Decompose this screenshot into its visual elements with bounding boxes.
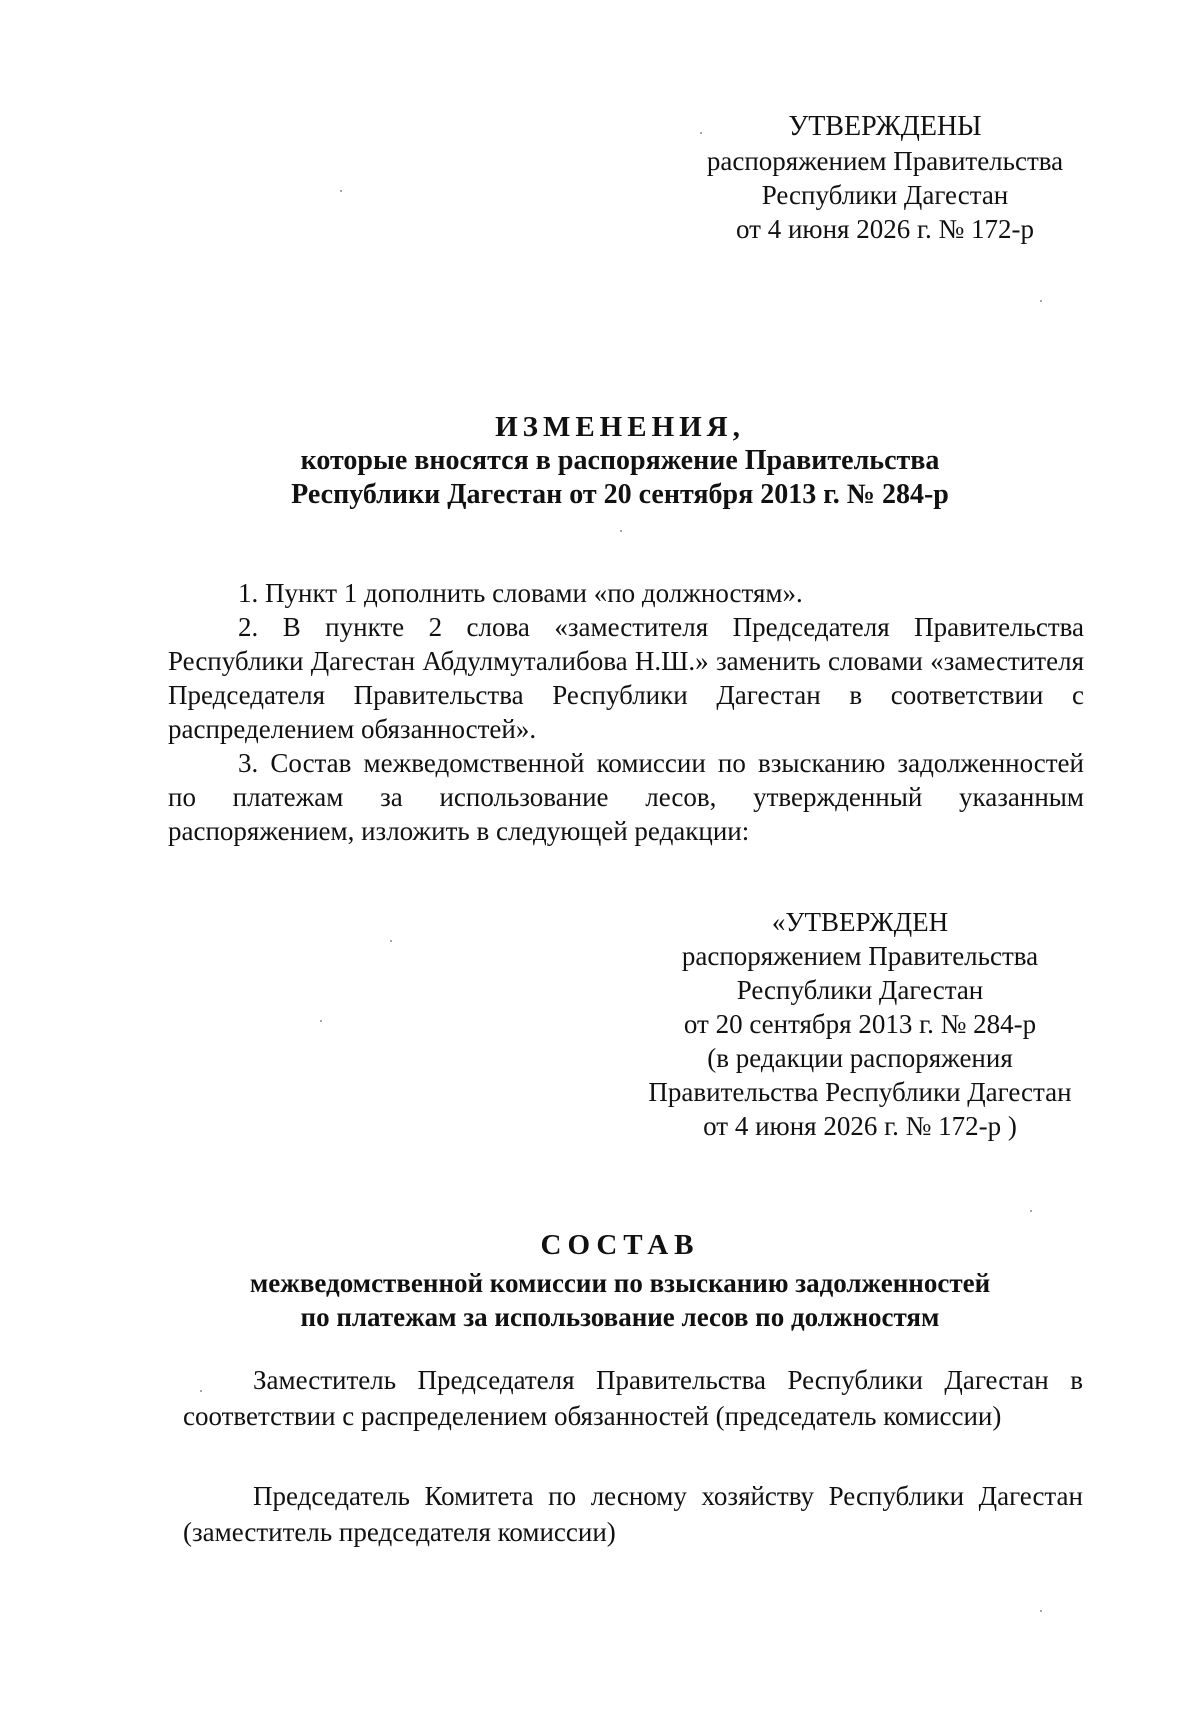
composition-line-1: межведомственной комиссии по взысканию задолженностей <box>249 1268 991 1298</box>
title-line-3: Республики Дагестан от 20 сентября 2013 г. № 284-р <box>291 479 949 510</box>
approval2-line-3: Республики Дагестан <box>736 975 984 1005</box>
approval-line-4: от 4 июня 2026 г. № 172-р <box>736 214 1034 244</box>
scan-speck <box>700 132 702 134</box>
approval-stamp-2 <box>640 905 1080 1143</box>
approval-heading: УТВЕРЖДЕНЫ <box>788 111 982 142</box>
approval-line-3: Республики Дагестан <box>761 180 1009 210</box>
paragraph-1: 1. Пункт 1 дополнить словами «по должностям». <box>238 578 803 608</box>
composition-title <box>160 1228 1080 1334</box>
document-title <box>160 410 1080 512</box>
scan-speck <box>320 1020 322 1022</box>
document-body <box>168 576 1084 848</box>
composition-line-2: по платежам за использование лесов по должностям <box>300 1302 940 1332</box>
scan-speck <box>1030 1210 1032 1212</box>
paragraph-2: 2. В пункте 2 слова «заместителя Председателя Правительства Республики Дагестан Абдулмуталибова Н.Ш.» заменить словами «заместителя Председателя Правительства Республики Дагестан в соответствии с распределением обязанностей». <box>168 612 1084 744</box>
approval2-line-5: (в редакции распоряжения <box>707 1043 1013 1073</box>
title-line-2: которые вносятся в распоряжение Правительства <box>300 445 940 476</box>
scan-speck <box>340 190 342 192</box>
scan-speck <box>1040 300 1042 302</box>
scan-speck <box>1040 1610 1042 1612</box>
approval2-line-4: от 20 сентября 2013 г. № 284-р <box>683 1009 1037 1039</box>
approval-stamp <box>690 110 1080 246</box>
member-item: Заместитель Председателя Правительства Республики Дагестан в соответствии с распределением обязанностей (председатель комиссии) <box>183 1365 1083 1431</box>
scan-speck <box>200 1390 202 1392</box>
scan-speck <box>620 530 622 532</box>
paragraph-3: 3. Состав межведомственной комиссии по взысканию задолженностей по платежам за использование лесов, утвержденный указанным распоряжением, изложить в следующей редакции: <box>168 748 1084 846</box>
scan-speck <box>390 940 392 942</box>
composition-heading: СОСТАВ <box>540 1229 700 1261</box>
approval2-line-7: от 4 июня 2026 г. № 172-р ) <box>703 1111 1017 1141</box>
approval-line-2: распоряжением Правительства <box>706 146 1064 176</box>
approval2-heading: «УТВЕРЖДЕН <box>771 907 949 937</box>
title-heading: ИЗМЕНЕНИЯ, <box>495 411 745 443</box>
member-item: Председатель Комитета по лесному хозяйству Республики Дагестан (заместитель председателя комиссии) <box>183 1481 1083 1547</box>
approval2-line-2: распоряжением Правительства <box>681 941 1039 971</box>
approval2-line-6: Правительства Республики Дагестан <box>648 1077 1072 1107</box>
composition-members <box>183 1362 1083 1594</box>
